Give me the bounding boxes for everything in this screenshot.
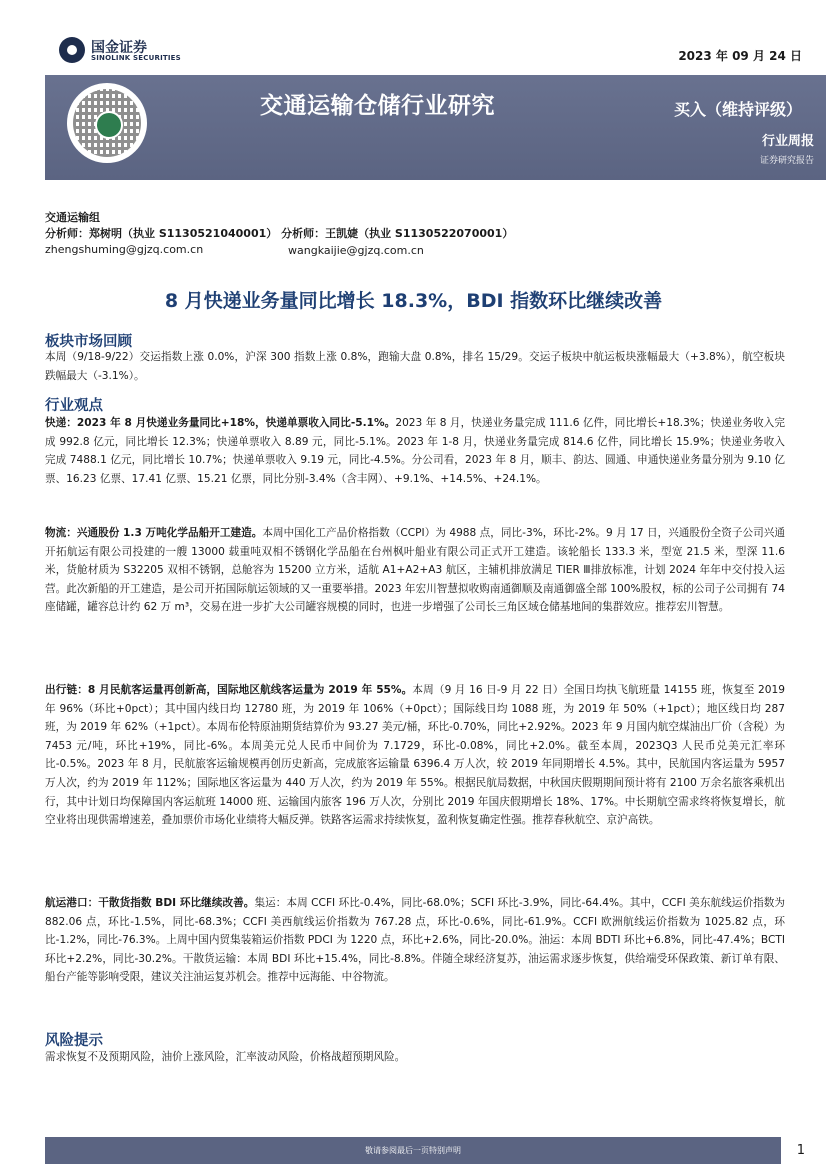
travel-lead: 出行链：8 月民航客运量再创新高，国际地区航线客运量为 2019 年 55%。 xyxy=(45,684,413,696)
analyst-group: 交通运输组 xyxy=(45,211,100,224)
report-date: 2023 年 09 月 24 日 xyxy=(678,49,802,63)
logistics-lead: 物流：兴通股份 1.3 万吨化学品船开工建造。 xyxy=(45,527,263,539)
section-title-risk: 风险提示 xyxy=(45,1033,103,1049)
banner-topbar xyxy=(45,25,826,75)
page-number: 1 xyxy=(796,1143,805,1158)
analyst-email-1[interactable]: zhengshuming@gjzq.com.cn xyxy=(45,243,204,256)
report-banner xyxy=(45,25,826,180)
footer-disclaimer: 敬请参阅最后一页特别声明 xyxy=(365,1146,461,1155)
qr-code-icon xyxy=(67,83,147,163)
report-title: 交通运输仓储行业研究 xyxy=(260,93,495,119)
analyst-names: 分析师：郑树明（执业 S1130521040001） 分析师：王凯婕（执业 S1130522070001） xyxy=(45,227,514,240)
travel-paragraph xyxy=(45,681,785,830)
report-subtype: 证券研究报告 xyxy=(759,156,814,166)
shipping-paragraph xyxy=(45,894,785,987)
headline: 8 月快递业务量同比增长 18.3%，BDI 指数环比继续改善 xyxy=(164,290,663,312)
express-lead: 快递：2023 年 8 月快递业务量同比+18%，快递单票收入同比-5.1%。 xyxy=(45,417,396,429)
section-title-market: 板块市场回顾 xyxy=(45,334,132,350)
company-logo xyxy=(59,37,209,67)
logo-name-en: SINOLINK SECURITIES xyxy=(91,54,181,62)
logistics-paragraph xyxy=(45,524,785,617)
express-text: 2023 年 8 月，快递业务量完成 111.6 亿件，同比增长+18.3%；快递业务收入完成 992.8 亿元，同比增长 12.3%；快递单票收入 8.89 元，同比-5.1%。2023 年 1-8 月，快递业务量完成 814.6 亿件，同比增长 15.9%；快递业务收入完成 7488.1 亿元，同比增长 10.7%；快递单票收入 9.19 元，同比-4.5%。分公司看，2023 年 8 月，顺丰、韵达、圆通、申通快递业务量分别为 9.10 亿票、16.23 亿票、17.41 亿票、15.21 亿票，同比分别-3.4%（含丰网）、+9.1%、+14.5%、+24.1%。 xyxy=(45,417,785,485)
rating-badge: 买入（维持评级） xyxy=(673,100,802,119)
risk-text: 需求恢复不及预期风险，油价上涨风险，汇率波动风险，价格战超预期风险。 xyxy=(45,1051,406,1063)
page-footer xyxy=(45,1137,781,1164)
analyst-email-2[interactable]: wangkaijie@gjzq.com.cn xyxy=(288,244,424,257)
report-type: 行业周报 xyxy=(761,134,814,149)
shipping-lead: 航运港口：干散货指数 BDI 环比继续改善。 xyxy=(45,897,255,909)
travel-text: 本周（9 月 16 日-9 月 22 日）全国日均执飞航班量 14155 班，恢复至 2019 年 96%（环比+0pct）；其中国内线日均 12780 班，为 2019 年 106%（+0pct）；国际线日均 1088 班，为 2019 年 50%（+1pct）；地区线日均 287 班，为 2019 年 62%（+1pct）。本周布伦特原油期货结算价为 93.27 美元/桶，环比-0.70%，同比+2.92%。2023 年 9 月国内航空煤油出厂价（含税）为 7453 元/吨，环比+19%，同比-6%。本周美元兑人民币中间价为 7.1729，环比-0.08%，同比+2.0%。截至本周，2023Q3 人民币兑美元汇率环比-0.5%。2023 年 8 月，民航旅客运输规模再创历史新高，完成旅客运输量 6396.4 万人次，较 2019 年同期增长 4.5%。其中，民航国内客运量为 5957 万人次，约为 2019 年 112%；国际地区客运量为 440 万人次，约为 2019 年 55%。根据民航局数据，中秋国庆假期期间预计将有 2100 万余名旅客乘机出行，其中计划日均保障国内客运航班 14000 班、运输国内旅客 196 万人次，分别比 2019 年国庆假期增长 18%、17%。中长期航空需求终将恢复增长，航空业将出现供需增速差，叠加票价市场化业绩将大幅反弹。铁路客运需求持续恢复，盈利恢复确定性强。推荐春秋航空、京沪高铁。 xyxy=(45,684,785,827)
logo-icon xyxy=(59,37,85,63)
express-paragraph xyxy=(45,414,785,488)
logistics-text: 本周中国化工产品价格指数（CCPI）为 4988 点，同比-3%，环比-2%。9 月 17 日，兴通股份全资子公司兴通开拓航运有限公司投建的一艘 13000 载重吨双相不锈钢化学品船在台州枫叶船业有限公司正式开工建造。该轮船长 133.3 米，型宽 21.5 米，型深 11.6 米，货舱材质为 S32205 双相不锈钢，总舱容为 15200 立方米，适航 A1+A2+A3 航区，主辅机排放满足 TIER Ⅲ排放标准，计划 2024 年年中交付投入运营。此次新船的开工建造，是公司开拓国际航运领域的又一重要举措。2023 年宏川智慧拟收购南通御顺及南通御盛全部 100%股权，标的公司子公司拥有 74 座储罐，罐容总计约 62 万 m³，交易在进一步扩大公司罐容规模的同时，也进一步增强了公司长三角区域仓储基地间的集群效应。推荐宏川智慧。 xyxy=(45,527,785,614)
section-title-view: 行业观点 xyxy=(45,398,103,414)
analyst-info xyxy=(45,210,805,258)
market-review-text: 本周（9/18-9/22）交运指数上涨 0.0%，沪深 300 指数上涨 0.8%，跑输大盘 0.8%，排名 15/29。交运子板块中航运板块涨幅最大（+3.8%），航空板块跌幅最大（-3.1%）。 xyxy=(45,351,785,382)
shipping-text: 集运：本周 CCFI 环比-0.4%，同比-68.0%；SCFI 环比-3.9%，同比-64.4%。其中，CCFI 美东航线运价指数为 882.06 点，环比-1.5%，同比-68.3%；CCFI 美西航线运价指数为 767.28 点，环比-0.6%，同比-61.9%。CCFI 欧洲航线运价指数为 1025.82 点，环比-1.2%，同比-76.3%。上周中国内贸集装箱运价指数 PDCI 为 1220 点，环比+2.6%，同比-20.0%。油运：本周 BDTI 环比+6.8%，同比-47.4%；BCTI 环比+2.2%，同比-30.2%。干散货运输：本周 BDI 环比+15.4%，同比-8.8%。伴随全球经济复苏，油运需求逐步恢复，供给端受环保政策、新订单有限、船台产能等影响受限，建议关注油运复苏机会。推荐中远海能、中谷物流。 xyxy=(45,897,786,984)
logo-name-cn: 国金证券 xyxy=(91,40,147,56)
